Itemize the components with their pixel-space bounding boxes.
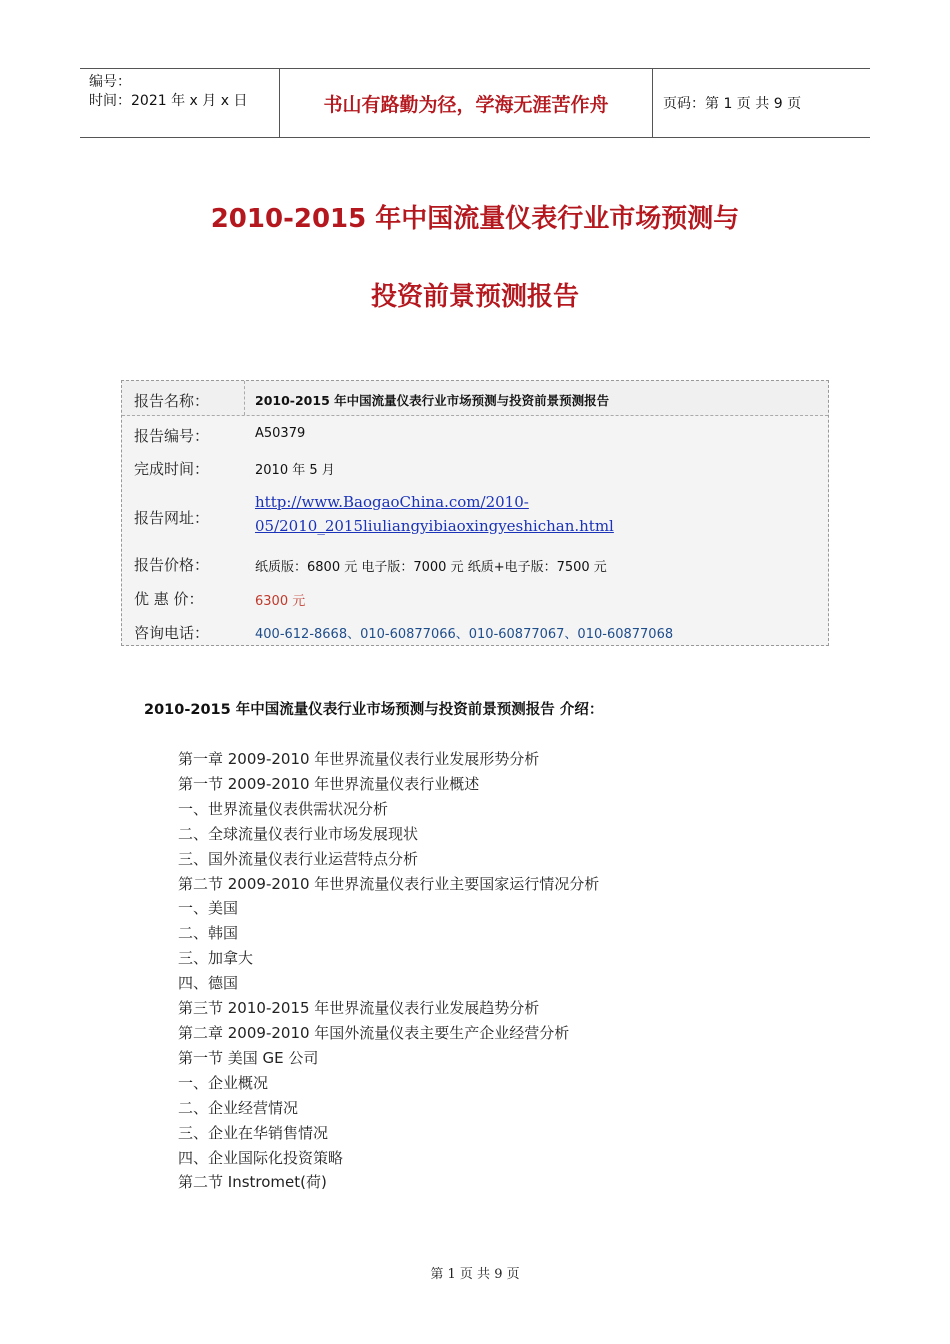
info-row-price (122, 547, 828, 581)
info-label: 完成时间： (134, 460, 210, 478)
intro-heading: 2010-2015 年中国流量仪表行业市场预测与投资前景预测报告 介绍： (144, 702, 604, 718)
header-page-info: 页码：第 1 页 共 9 页 (663, 96, 802, 112)
info-label: 报告价格： (134, 556, 210, 574)
toc-item: 三、国外流量仪表行业运营特点分析 (178, 849, 419, 868)
toc-item: 第一章 2009-2010 年世界流量仪表行业发展形势分析 (178, 750, 540, 768)
toc-item: 二、全球流量仪表行业市场发展现状 (178, 824, 419, 843)
doc-date-label: 时间：2021 年 x 月 x 日 (89, 93, 248, 109)
toc-item: 第二节 2009-2010 年世界流量仪表行业主要国家运行情况分析 (178, 874, 600, 893)
toc-item: 第一节 2009-2010 年世界流量仪表行业概述 (178, 774, 480, 793)
info-row-name (122, 381, 828, 416)
info-row-discount (122, 581, 828, 615)
info-value: A50379 (255, 426, 306, 441)
info-label: 咨询电话： (134, 624, 210, 642)
info-label: 报告编号： (134, 427, 210, 445)
page-header (80, 68, 870, 138)
toc-item: 二、企业经营情况 (178, 1098, 299, 1117)
toc-item: 第三节 2010-2015 年世界流量仪表行业发展趋势分析 (178, 999, 540, 1018)
info-value: 2010 年 5 月 (255, 463, 335, 478)
toc-item: 第二节 Instromet(荷) (178, 1173, 327, 1192)
report-url-line2: 05/2010_2015liuliangyibiaoxingyeshichan.html (255, 517, 614, 535)
doc-title-line2: 投资前景预测报告 (370, 282, 579, 312)
header-motto: 书山有路勤为径，学海无涯苦作舟 (280, 69, 653, 137)
info-label: 报告网址： (134, 509, 210, 527)
info-value: 纸质版：6800 元 电子版：7000 元 纸质+电子版：7500 元 (255, 560, 607, 575)
toc-item: 第二章 2009-2010 年国外流量仪表主要生产企业经营分析 (178, 1023, 570, 1042)
report-url-link[interactable] (255, 490, 614, 538)
report-url-line1: http://www.BaogaoChina.com/2010- (255, 493, 529, 511)
phone-numbers: 400-612-8668、010-60877066、010-60877067、010-60877068 (255, 627, 674, 642)
toc-item: 一、世界流量仪表供需状况分析 (178, 799, 389, 818)
info-value: 2010-2015 年中国流量仪表行业市场预测与投资前景预测报告 (255, 393, 610, 408)
info-row-phone (122, 615, 828, 647)
report-info-table (121, 380, 829, 646)
info-row-date (122, 449, 828, 483)
toc-item: 二、韩国 (178, 924, 239, 943)
info-label: 报告名称： (134, 392, 210, 410)
page-footer: 第 1 页 共 9 页 (430, 1267, 520, 1282)
discount-price: 6300 元 (255, 594, 306, 609)
toc-item: 四、德国 (178, 974, 239, 993)
doc-title-line1: 2010-2015 年中国流量仪表行业市场预测与 (210, 204, 740, 234)
toc-item: 第一节 美国 GE 公司 (178, 1048, 319, 1067)
doc-number-label: 编号： (89, 74, 131, 90)
toc-item: 三、加拿大 (178, 949, 254, 968)
info-label: 优 惠 价： (134, 590, 204, 608)
toc-item: 四、企业国际化投资策略 (178, 1148, 344, 1167)
table-of-contents (178, 747, 599, 1195)
toc-item: 一、企业概况 (178, 1073, 269, 1092)
header-left-cell (80, 69, 280, 137)
info-row-code (122, 415, 828, 449)
info-row-url (122, 485, 828, 545)
toc-item: 三、企业在华销售情况 (178, 1123, 329, 1142)
toc-item: 一、美国 (178, 899, 239, 918)
